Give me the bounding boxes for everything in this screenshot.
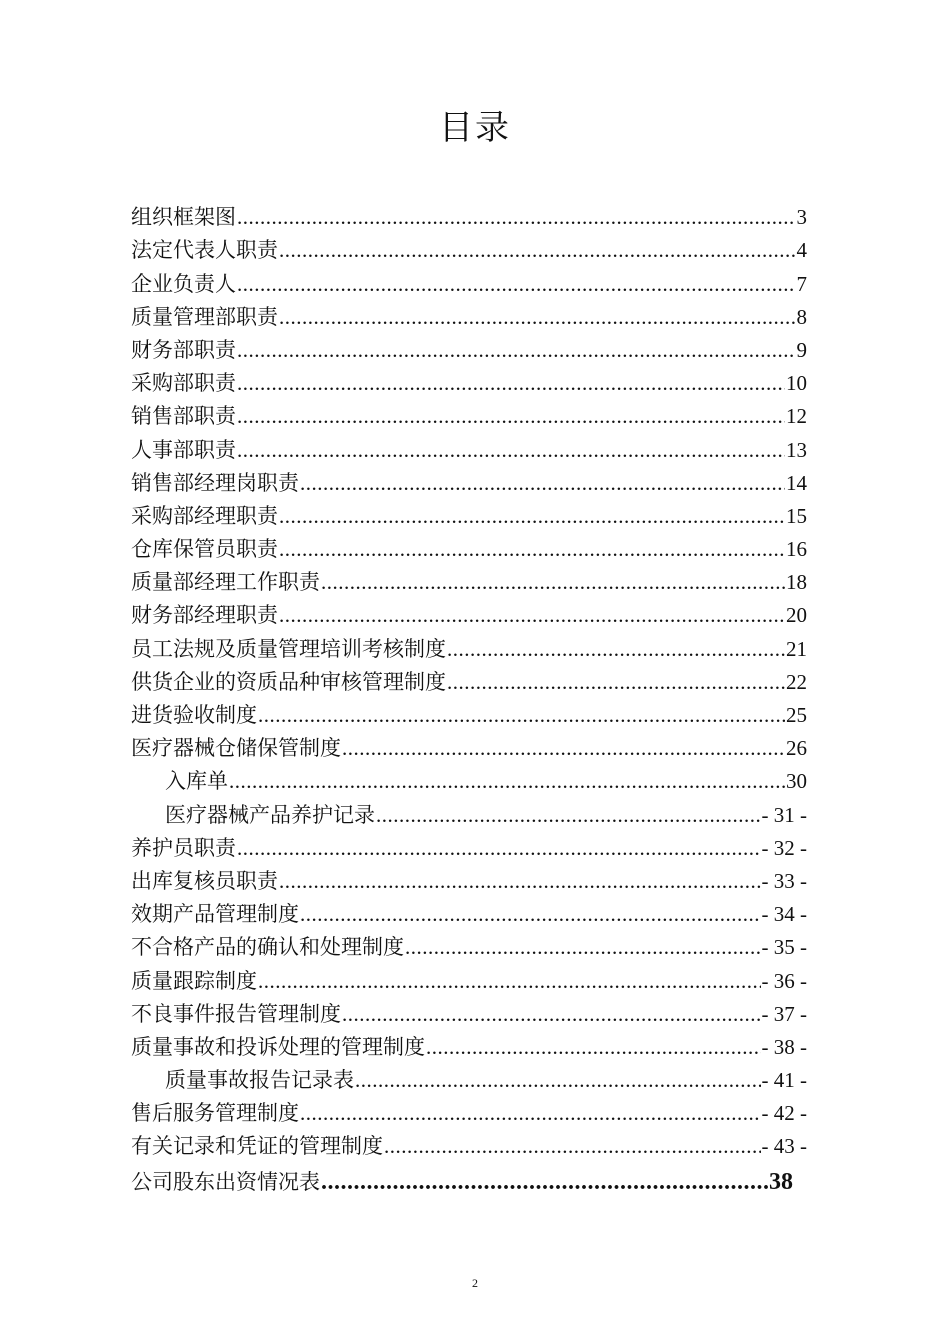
toc-entry-label: 出库复核员职责 [131, 868, 278, 893]
toc-entry-page: 25 [786, 703, 807, 727]
toc-entry-page: - 36 - [761, 968, 807, 993]
toc-entry[interactable] [131, 728, 807, 761]
toc-entry-label: 人事部职责 [131, 437, 236, 462]
toc-dot-leader [279, 536, 785, 562]
toc-entry-label: 养护员职责 [131, 835, 236, 860]
toc-entry-page: - 34 - [761, 902, 807, 927]
toc-entry-label: 财务部职责 [131, 337, 236, 362]
toc-entry[interactable] [131, 1027, 807, 1060]
toc-entry-page: 8 [796, 304, 807, 329]
toc-subentry[interactable] [131, 761, 807, 794]
toc-dot-leader [237, 835, 761, 861]
toc-dot-leader [447, 636, 785, 662]
toc-dot-leader [279, 304, 796, 330]
toc-dot-leader [384, 1133, 761, 1159]
toc-entry-label: 公司股东出资情况表 [131, 1170, 320, 1195]
toc-entry[interactable] [131, 429, 807, 462]
toc-entry-page: 9 [796, 337, 807, 362]
toc-entry-page: 15 [786, 503, 807, 528]
toc-entry[interactable] [131, 496, 807, 529]
toc-entry-label: 医疗器械仓储保管制度 [131, 736, 341, 761]
toc-dot-leader [237, 437, 785, 463]
toc-dot-leader [355, 1067, 761, 1093]
toc-entry-page: 38 [769, 1169, 793, 1196]
toc-entry-page: 13 [786, 437, 807, 462]
toc-entry-label: 财务部经理职责 [131, 603, 278, 628]
toc-entry-label: 销售部经理岗职责 [131, 470, 299, 495]
toc-dot-leader [342, 1001, 761, 1027]
toc-entry[interactable] [131, 927, 807, 960]
toc-dot-leader [321, 569, 785, 595]
toc-entry[interactable] [131, 828, 807, 861]
toc-entry-page: - 38 - [761, 1034, 807, 1059]
toc-subentry[interactable] [131, 794, 807, 827]
toc-entry[interactable] [131, 695, 807, 728]
toc-entry[interactable] [131, 960, 807, 993]
toc-entry-label: 质量跟踪制度 [131, 968, 257, 993]
toc-entry-label: 效期产品管理制度 [131, 902, 299, 927]
toc-entry[interactable] [131, 662, 807, 695]
toc-dot-leader [279, 602, 785, 628]
toc-entry[interactable] [131, 1159, 807, 1195]
toc-dot-leader [237, 337, 796, 363]
toc-dot-leader [229, 768, 785, 794]
toc-entry-label: 销售部职责 [131, 404, 236, 429]
toc-entry[interactable] [131, 861, 807, 894]
toc-dot-leader [300, 1100, 761, 1126]
table-of-contents [131, 197, 807, 1195]
toc-dot-leader [258, 968, 761, 994]
toc-entry[interactable] [131, 263, 807, 296]
toc-dot-leader [300, 470, 785, 496]
toc-entry-label: 质量事故和投诉处理的管理制度 [131, 1034, 425, 1059]
toc-entry-page: 21 [786, 636, 807, 661]
toc-entry-label: 法定代表人职责 [131, 238, 278, 263]
toc-entry-label: 入库单 [165, 769, 228, 794]
toc-entry[interactable] [131, 529, 807, 562]
toc-dot-leader [376, 802, 761, 828]
toc-entry[interactable] [131, 230, 807, 263]
toc-entry-label: 采购部职责 [131, 371, 236, 396]
toc-entry[interactable] [131, 628, 807, 661]
toc-entry[interactable] [131, 463, 807, 496]
toc-entry-label: 有关记录和凭证的管理制度 [131, 1134, 383, 1159]
toc-entry-page: 4 [796, 238, 807, 263]
toc-entry-page: 12 [786, 404, 807, 429]
toc-entry-label: 进货验收制度 [131, 703, 257, 727]
toc-dot-leader [426, 1034, 761, 1060]
toc-entry-page: - 35 - [761, 935, 807, 960]
toc-dot-leader [279, 503, 785, 529]
toc-dot-leader [405, 934, 761, 960]
toc-entry-label: 医疗器械产品养护记录 [165, 802, 375, 827]
toc-entry-page: - 33 - [761, 868, 807, 893]
toc-entry-label: 企业负责人 [131, 271, 236, 296]
toc-entry-page: 10 [786, 371, 807, 396]
toc-entry[interactable] [131, 297, 807, 330]
toc-entry-label: 不良事件报告管理制度 [131, 1001, 341, 1026]
toc-entry[interactable] [131, 595, 807, 628]
toc-dot-leader [237, 271, 796, 297]
toc-entry[interactable] [131, 894, 807, 927]
page-title: 目录 [439, 108, 511, 148]
toc-entry-label: 质量部经理工作职责 [131, 570, 320, 595]
toc-dot-leader [237, 403, 785, 429]
toc-dot-leader [321, 1169, 768, 1195]
toc-entry-label: 售后服务管理制度 [131, 1101, 299, 1126]
toc-entry-page: 7 [796, 271, 807, 296]
toc-entry-page: - 37 - [761, 1001, 807, 1026]
page-number: 2 [472, 1276, 478, 1290]
toc-dot-leader [342, 735, 785, 761]
toc-entry-page: - 32 - [761, 835, 807, 860]
toc-entry[interactable] [131, 197, 807, 230]
toc-entry-page: 18 [786, 570, 807, 595]
toc-entry-page: 20 [786, 603, 807, 628]
toc-dot-leader [279, 237, 796, 263]
toc-entry[interactable] [131, 330, 807, 363]
toc-entry-page: - 43 - [761, 1134, 807, 1159]
toc-entry-label: 采购部经理职责 [131, 503, 278, 528]
toc-entry-label: 不合格产品的确认和处理制度 [131, 935, 404, 960]
toc-entry-label: 员工法规及质量管理培训考核制度 [131, 636, 446, 661]
toc-entry-page: - 31 - [761, 802, 807, 827]
toc-entry-page: 26 [786, 736, 807, 761]
toc-entry-label: 仓库保管员职责 [131, 537, 278, 562]
toc-entry[interactable] [131, 1126, 807, 1159]
toc-dot-leader [237, 370, 785, 396]
toc-dot-leader [237, 204, 796, 230]
toc-entry-page: 14 [786, 470, 807, 495]
toc-entry[interactable] [131, 1093, 807, 1126]
toc-dot-leader [258, 702, 785, 728]
toc-entry-label: 组织框架图 [131, 205, 236, 230]
toc-entry-page: 22 [786, 669, 807, 694]
toc-subentry[interactable] [131, 1060, 807, 1093]
toc-dot-leader [279, 868, 761, 894]
toc-entry-page: - 42 - [761, 1101, 807, 1126]
toc-entry[interactable] [131, 562, 807, 595]
toc-entry[interactable] [131, 363, 807, 396]
toc-entry-label: 供货企业的资质品种审核管理制度 [131, 669, 446, 694]
toc-entry-page: 30 [786, 769, 807, 794]
toc-entry[interactable] [131, 994, 807, 1027]
toc-dot-leader [300, 901, 761, 927]
toc-entry-page: 3 [796, 205, 807, 230]
toc-entry-page: 16 [786, 537, 807, 562]
toc-entry[interactable] [131, 396, 807, 429]
toc-entry-label: 质量事故报告记录表 [165, 1068, 354, 1093]
toc-entry-page: - 41 - [761, 1068, 807, 1093]
toc-entry-label: 质量管理部职责 [131, 304, 278, 329]
toc-dot-leader [447, 669, 785, 695]
